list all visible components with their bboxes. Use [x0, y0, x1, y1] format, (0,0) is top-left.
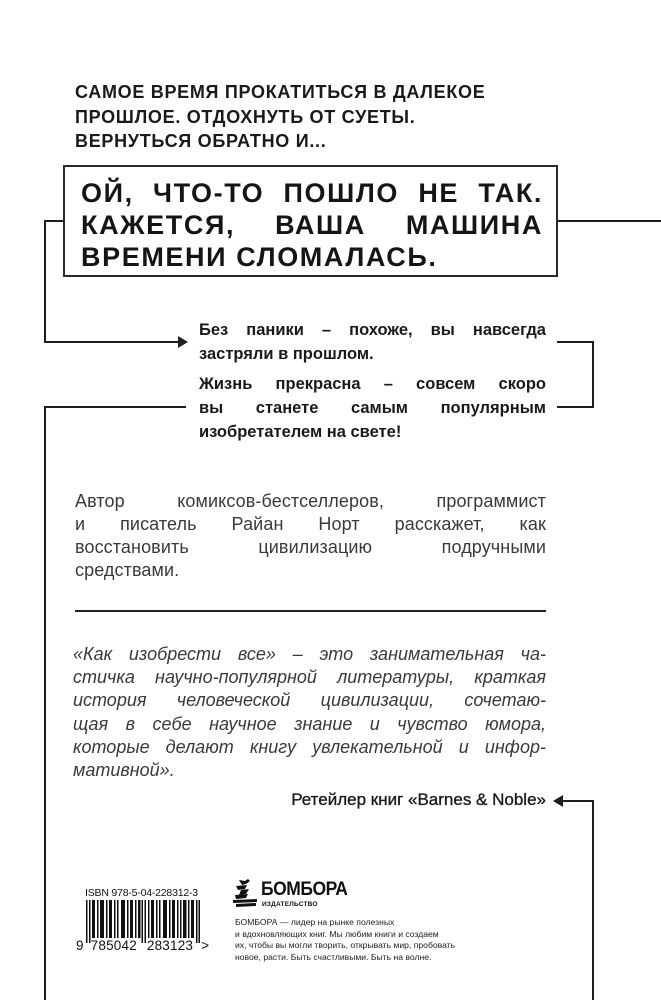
tagline-line: застряли в прошлом. — [199, 345, 374, 363]
author-line: и писатель Райан Норт расскажет, как — [75, 514, 546, 534]
isbn-barcode — [74, 886, 214, 956]
publisher-name: БОМБОРА — [261, 879, 348, 900]
section-divider — [75, 610, 546, 612]
barcode-first-digit: 9 — [76, 938, 84, 953]
quote-line: которые делают книгу увлекательной и инфор- — [73, 736, 546, 757]
bracket-right-bottom — [557, 406, 594, 408]
barcode-digit-group: 283123 — [146, 938, 194, 953]
barcode-end-mark: > — [201, 938, 210, 953]
barcode-digit-group: 785042 — [90, 938, 137, 953]
isbn-number: ISBN 978-5-04-228312-3 — [85, 887, 198, 899]
alert-line: ОЙ, ЧТО-ТО ПОШЛО НЕ ТАК. — [81, 178, 543, 208]
publisher-subtitle: ИЗДАТЕЛЬСТВО — [262, 901, 318, 908]
publisher-description-line: и вдохновляющих книг. Мы любим книги и создаем — [235, 928, 439, 939]
connector-attribution-horizontal — [560, 800, 594, 802]
connector-left-top-vertical — [44, 220, 46, 343]
barcode-digits — [76, 938, 209, 953]
alert-box — [63, 165, 558, 277]
connector-left-bottom-vertical — [44, 406, 46, 1000]
heading-line: САМОЕ ВРЕМЯ ПРОКАТИТЬСЯ В ДАЛЕКОЕ — [75, 82, 486, 102]
author-blurb — [75, 490, 546, 582]
bracket-right-top — [557, 341, 594, 343]
author-line: восстановить цивилизацию подручными — [75, 537, 546, 557]
publisher-description-line: новое, расти. Быть счастливыми. Быть на волне. — [235, 951, 432, 962]
quote-line: «Как изобрести все» – это занимательная ча- — [73, 644, 546, 664]
review-quote — [73, 643, 546, 782]
author-line: Автор комиксов-бестселлеров, программист — [75, 491, 546, 511]
heading-line: ВЕРНУТЬСЯ ОБРАТНО И... — [75, 131, 327, 151]
heading-line: ПРОШЛОЕ. ОТДОХНУТЬ ОТ СУЕТЫ. — [75, 106, 416, 127]
quote-line: стичка научно-популярной литературы, краткая — [73, 667, 546, 688]
publisher-description — [235, 917, 495, 963]
tagline-line: Без паники – похоже, вы навсегда — [199, 321, 546, 339]
tagline-paragraph-1 — [199, 318, 546, 366]
connector-attribution-vertical — [592, 800, 594, 1000]
tagline-line: вы станете самым популярным — [199, 399, 546, 417]
connector-left-arrow-line — [44, 341, 180, 343]
tagline — [199, 318, 546, 444]
publisher-logo-icon — [233, 879, 258, 907]
publisher-description-line: БОМБОРА — лидер на рынке полезных — [235, 917, 395, 927]
bracket-right-vertical — [592, 341, 594, 408]
publisher-description-line: их, чтобы вы могли творить, открывать мир, пробовать — [235, 940, 456, 951]
tagline-paragraph-2 — [199, 372, 546, 444]
connector-left-bottom-horizontal — [44, 406, 186, 408]
alert-text — [81, 177, 543, 273]
connector-left-top-horizontal — [44, 220, 64, 222]
author-line: средствами. — [75, 560, 180, 580]
tagline-line: изобретателем на свете! — [199, 423, 402, 441]
arrow-right-icon — [178, 336, 190, 348]
alert-line: ВРЕМЕНИ СЛОМАЛАСЬ. — [81, 242, 438, 272]
quote-line: история человеческой цивилизации, сочетаю- — [73, 690, 546, 711]
barcode-bars-icon — [86, 900, 200, 943]
cover-heading — [75, 80, 545, 154]
quote-line: мативной». — [73, 760, 175, 781]
connector-right-top-line — [556, 220, 661, 222]
alert-line: КАЖЕТСЯ, ВАША МАШИНА — [81, 210, 543, 240]
quote-line: щая в себе научное знание и чувство юмора, — [73, 713, 546, 734]
review-attribution: Ретейлер книг «Barnes & Noble» — [291, 790, 546, 809]
tagline-line: Жизнь прекрасна – совсем скоро — [199, 375, 546, 393]
